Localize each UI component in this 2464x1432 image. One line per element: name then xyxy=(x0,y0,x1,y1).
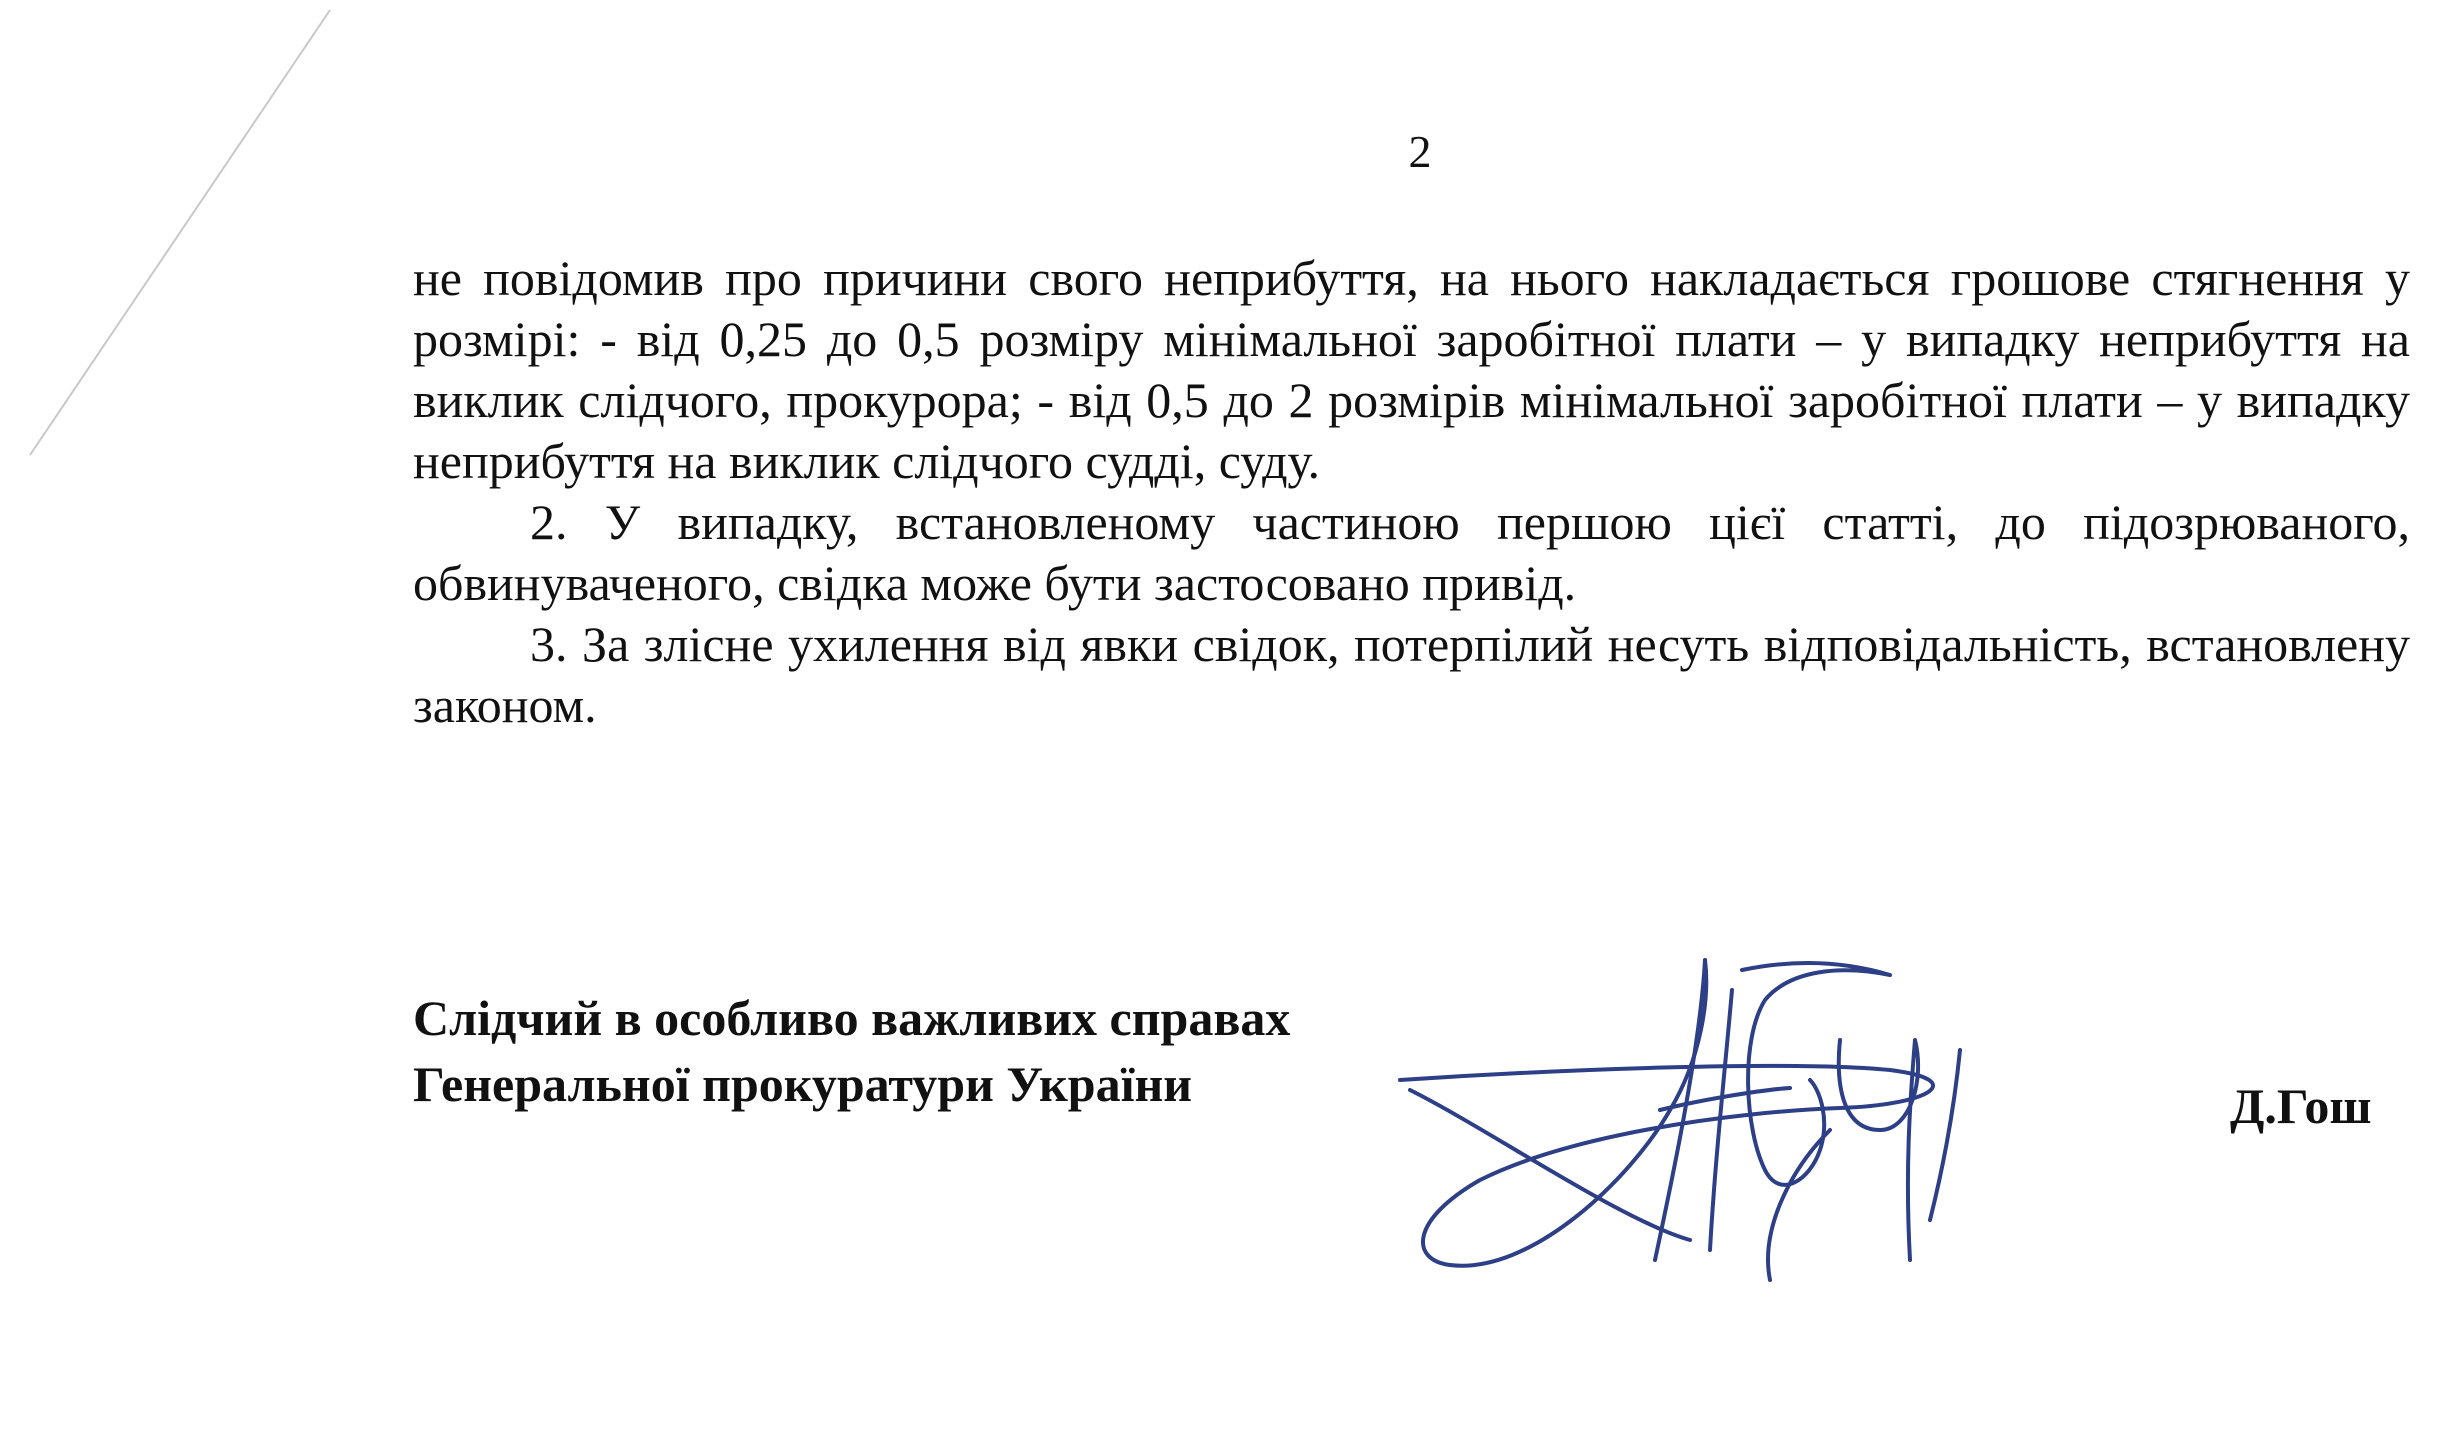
signatory-name: Д.Гош xyxy=(2230,1078,2372,1134)
signatory-position xyxy=(413,985,1290,1117)
signatory-position-line-1: Слідчий в особливо важливих справах xyxy=(413,990,1291,1046)
paragraph-2: 2. У випадку, встановленому частиною першою цієї статті, до підозрюваного, обвинуваченого, свідка може бути застосовано привід. xyxy=(413,494,2410,611)
paragraph-3: 3. За злісне ухилення від явки свідок, потерпілий несуть відповідальність, встановлену законом. xyxy=(413,616,2410,733)
handwritten-signature xyxy=(1370,930,2090,1350)
page-number: 2 xyxy=(1408,126,1432,177)
document-body xyxy=(413,248,2410,736)
paragraph-continuation: не повідомив про причини свого неприбуття, на нього накладається грошове стягнення у розмірі: - від 0,25 до 0,5 розміру мінімальної заробітної плати – у випадку неприбуття на виклик слідчого, прокурора; - від 0,5 до 2 розмірів мінімальної заробітної плати – у випадку неприбуття на виклик слідчого судді, суду. xyxy=(413,250,2410,489)
signatory-position-line-2: Генеральної прокуратури України xyxy=(413,1056,1193,1112)
